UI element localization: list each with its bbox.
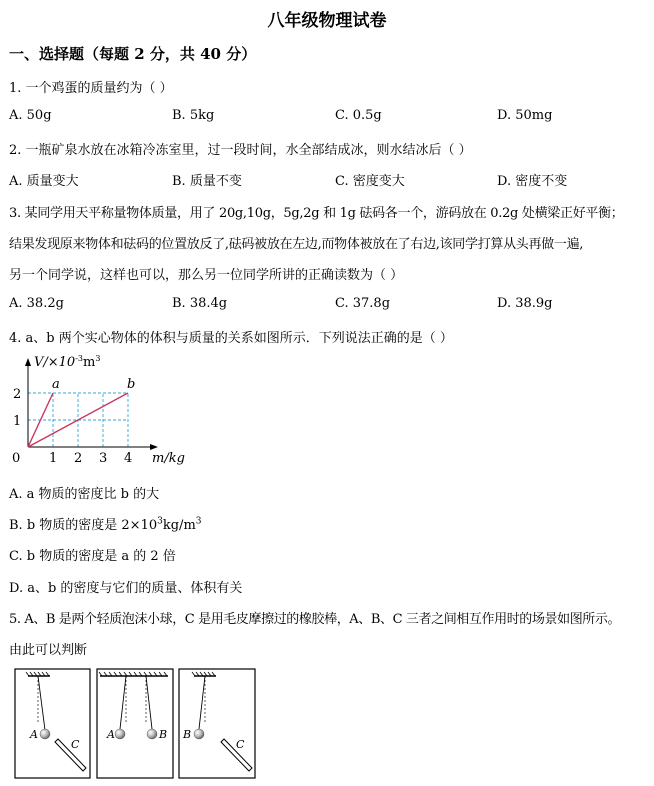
q1-option-b: B. 5kg [172, 108, 215, 123]
q1-option-d: D. 50mg [497, 108, 553, 123]
y-tick-label-1: 1 [13, 414, 22, 429]
chart-ylabel-unit-exp: 3 [95, 354, 101, 363]
question-1-stem: 1. 一个鸡蛋的质量约为（ ） [9, 81, 173, 96]
chart-ylabel-prefix: V/×10 [34, 355, 76, 370]
question-3-line3: 另一个同学说，这样也可以，那么另一位同学所讲的正确读数为（ ） [9, 268, 404, 283]
q3-option-b: B. 38.4g [172, 296, 228, 311]
q1-option-c: C. 0.5g [335, 108, 382, 123]
ball-a [115, 729, 125, 739]
page-title: 八年级物理试卷 [267, 11, 387, 31]
thread-right [146, 676, 152, 729]
x-tick-label-4: 4 [124, 451, 133, 466]
q4-option-d: D. a、b 的密度与它们的质量、体积有关 [9, 581, 243, 596]
series-label-a: a [52, 377, 60, 392]
series-label-b: b [127, 377, 136, 392]
origin-label: 0 [12, 451, 21, 466]
question-3-line1: 3. 某同学用天平称量物体质量，用了 20g,10g，5g,2g 和 1g 砝码各一个，游码放在 0.2g 处横梁正好平衡； [9, 206, 624, 221]
section-heading: 一、选择题（每题 2 分，共 40 分） [9, 45, 257, 63]
rod-c-label: C [71, 738, 80, 751]
q1-option-a: A. 50g [9, 108, 52, 123]
q2-option-b: B. 质量不变 [172, 174, 242, 189]
panel-frame [97, 669, 173, 778]
chart-ylabel-exp: -3 [75, 354, 83, 363]
x-tick-label-1: 1 [49, 451, 58, 466]
chart-xlabel: m/kg [152, 451, 185, 466]
question-5-line1: 5. A、B 是两个轻质泡沫小球，C 是用毛皮摩擦过的橡胶棒，A、B、C 三者之间相互作用时的场景如图所示。 [9, 612, 621, 627]
ball-a-label: A [30, 728, 38, 741]
question-2-stem: 2. 一瓶矿泉水放在冰箱冷冻室里，过一段时间，水全部结成冰，则水结冰后（ ） [9, 143, 472, 158]
charge-interaction-figure [14, 668, 258, 781]
panel-a-c [15, 669, 90, 778]
q2-option-d: D. 密度不变 [497, 174, 568, 189]
q2-option-a: A. 质量变大 [9, 174, 79, 189]
x-tick-label-3: 3 [99, 451, 108, 466]
q4-option-b-text: B. b 物质的密度是 2×10 [9, 518, 158, 533]
chart-series [28, 377, 135, 447]
chart-ylabel [34, 354, 100, 370]
ball-b-label: B [183, 728, 192, 741]
q3-option-d: D. 38.9g [497, 296, 553, 311]
volume-mass-chart [10, 352, 195, 472]
q4-option-b-unit: kg/m [162, 518, 196, 533]
y-tick-label-2: 2 [13, 387, 22, 402]
q4-option-b-unit-exp: 3 [195, 516, 202, 527]
ball-b [194, 729, 204, 739]
rod-c-label: C [236, 738, 245, 751]
thread [38, 676, 45, 730]
q4-option-b-exp: 3 [157, 516, 163, 527]
thread-left [120, 676, 126, 729]
chart-ylabel-unit: m [83, 355, 96, 370]
chart-ticks [13, 387, 132, 466]
ball-a-label: A [107, 728, 115, 741]
question-3-line2: 结果发现原来物体和砝码的位置放反了,砝码被放在左边,而物体被放在了右边,该同学打算从头再做一遍, [9, 237, 584, 252]
question-4-stem: 4. a、b 两个实心物体的体积与质量的关系如图所示．下列说法正确的是（ ） [9, 331, 453, 346]
question-5-line2: 由此可以判断 [9, 643, 88, 658]
ball-b-label: B [159, 728, 168, 741]
q3-option-c: C. 37.8g [335, 296, 391, 311]
q2-option-c: C. 密度变大 [335, 174, 405, 189]
ball-a [40, 729, 50, 739]
y-axis-arrow [25, 358, 31, 366]
ball-b [147, 729, 157, 739]
q3-option-a: A. 38.2g [9, 296, 64, 311]
x-tick-label-2: 2 [74, 451, 83, 466]
thread [199, 676, 205, 729]
q4-option-c: C. b 物质的密度是 a 的 2 倍 [9, 549, 176, 564]
panel-b-c [179, 669, 255, 778]
q4-option-b [9, 514, 202, 533]
panel-a-b [97, 669, 173, 778]
x-axis-arrow [150, 444, 158, 450]
q4-option-a: A. a 物质的密度比 b 的大 [9, 487, 160, 502]
